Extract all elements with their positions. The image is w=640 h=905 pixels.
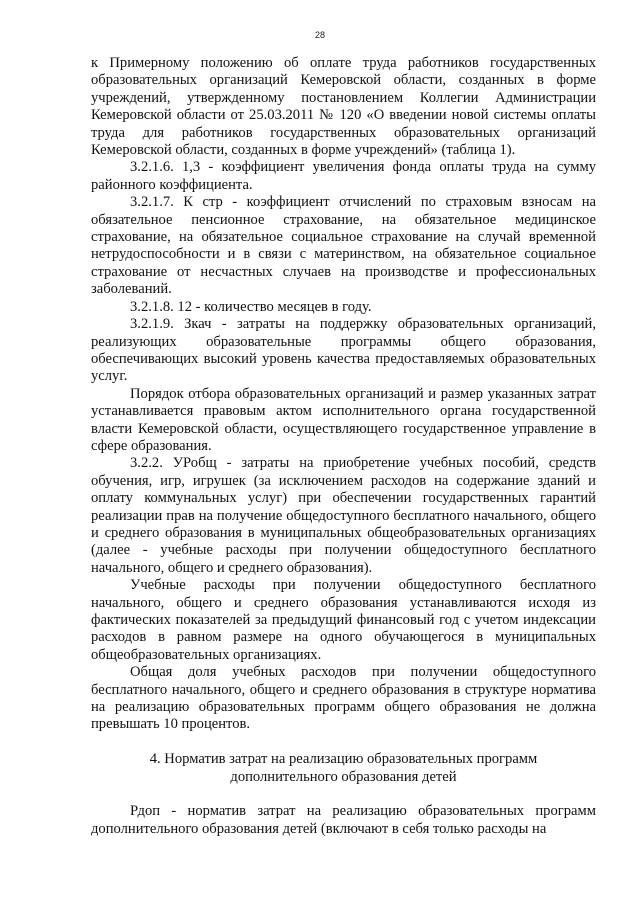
paragraph-educational-expenses: Учебные расходы при получении общедоступного бесплатного начального, общего и среднего образования устанавливаются исходя из фактических показателей за предыдущий финансовый год с учетом индексации расходов в равном размере на одного обучающегося в муниципальных общеобразовательных организациях.: [91, 577, 596, 663]
paragraph-rdop: Рдоп - норматив затрат на реализацию образовательных программ дополнительного образования детей (включают в себя только расходы на: [91, 803, 596, 837]
paragraph-3-2-1-6: 3.2.1.6. 1,3 - коэффициент увеличения фонда оплаты труда на сумму районного коэффициента.: [91, 159, 596, 193]
spacer: [91, 786, 596, 803]
paragraph-expense-share: Общая доля учебных расходов при получении общедоступного бесплатного начального, общего и среднего образования в структуре норматива на реализацию образовательных программ общего образования не должна превышать 10 процентов.: [91, 664, 596, 733]
page-number: 28: [314, 30, 325, 40]
paragraph-intro: к Примерному положению об оплате труда работников государственных образовательных организаций Кемеровской области, созданных в форме учреждений, утвержденному постановлением Коллегии Администрации Кемеровской области от 25.03.2011 № 120 «О введении новой системы оплаты труда для работников государственных образовательных организаций Кемеровской области, созданных в форме учреждений» (таблица 1).: [91, 55, 596, 159]
paragraph-selection-procedure: Порядок отбора образовательных организаций и размер указанных затрат устанавливается правовым актом исполнительного органа государственной власти Кемеровской области, осуществляющего государственное управление в сфере образования.: [91, 385, 596, 454]
section-heading-line-2: дополнительного образования детей: [230, 768, 457, 785]
paragraph-3-2-1-9: 3.2.1.9. Зкач - затраты на поддержку образовательных организаций, реализующих образовательные программы общего образования, обеспечивающих высокий уровень качества предоставляемых образовательных услуг.: [91, 316, 596, 385]
paragraph-3-2-2: 3.2.2. УРобщ - затраты на приобретение учебных пособий, средств обучения, игр, игрушек (за исключением расходов на содержание зданий и оплату коммунальных услуг) при обеспечении государственных гарантий реализации прав на получение общедоступного бесплатного начального, общего и среднего образования в муниципальных общеобразовательных организациях (далее - учебные расходы при получении общедоступного бесплатного начального, общего и среднего образования).: [91, 455, 596, 576]
section-heading-line-1: 4. Норматив затрат на реализацию образовательных программ: [149, 751, 538, 768]
spacer: [91, 734, 596, 751]
paragraph-3-2-1-7: 3.2.1.7. К стр - коэффициент отчислений по страховым взносам на обязательное пенсионное страхование, на обязательное медицинское страхование, на обязательное социальное страхование на случай временной нетрудоспособности и в связи с материнством, на обязательное социальное страхование от несчастных случаев на производстве и профессиональных заболеваний.: [91, 194, 596, 298]
paragraph-3-2-1-8: 3.2.1.8. 12 - количество месяцев в году.: [130, 298, 372, 315]
document-body: [91, 55, 596, 838]
